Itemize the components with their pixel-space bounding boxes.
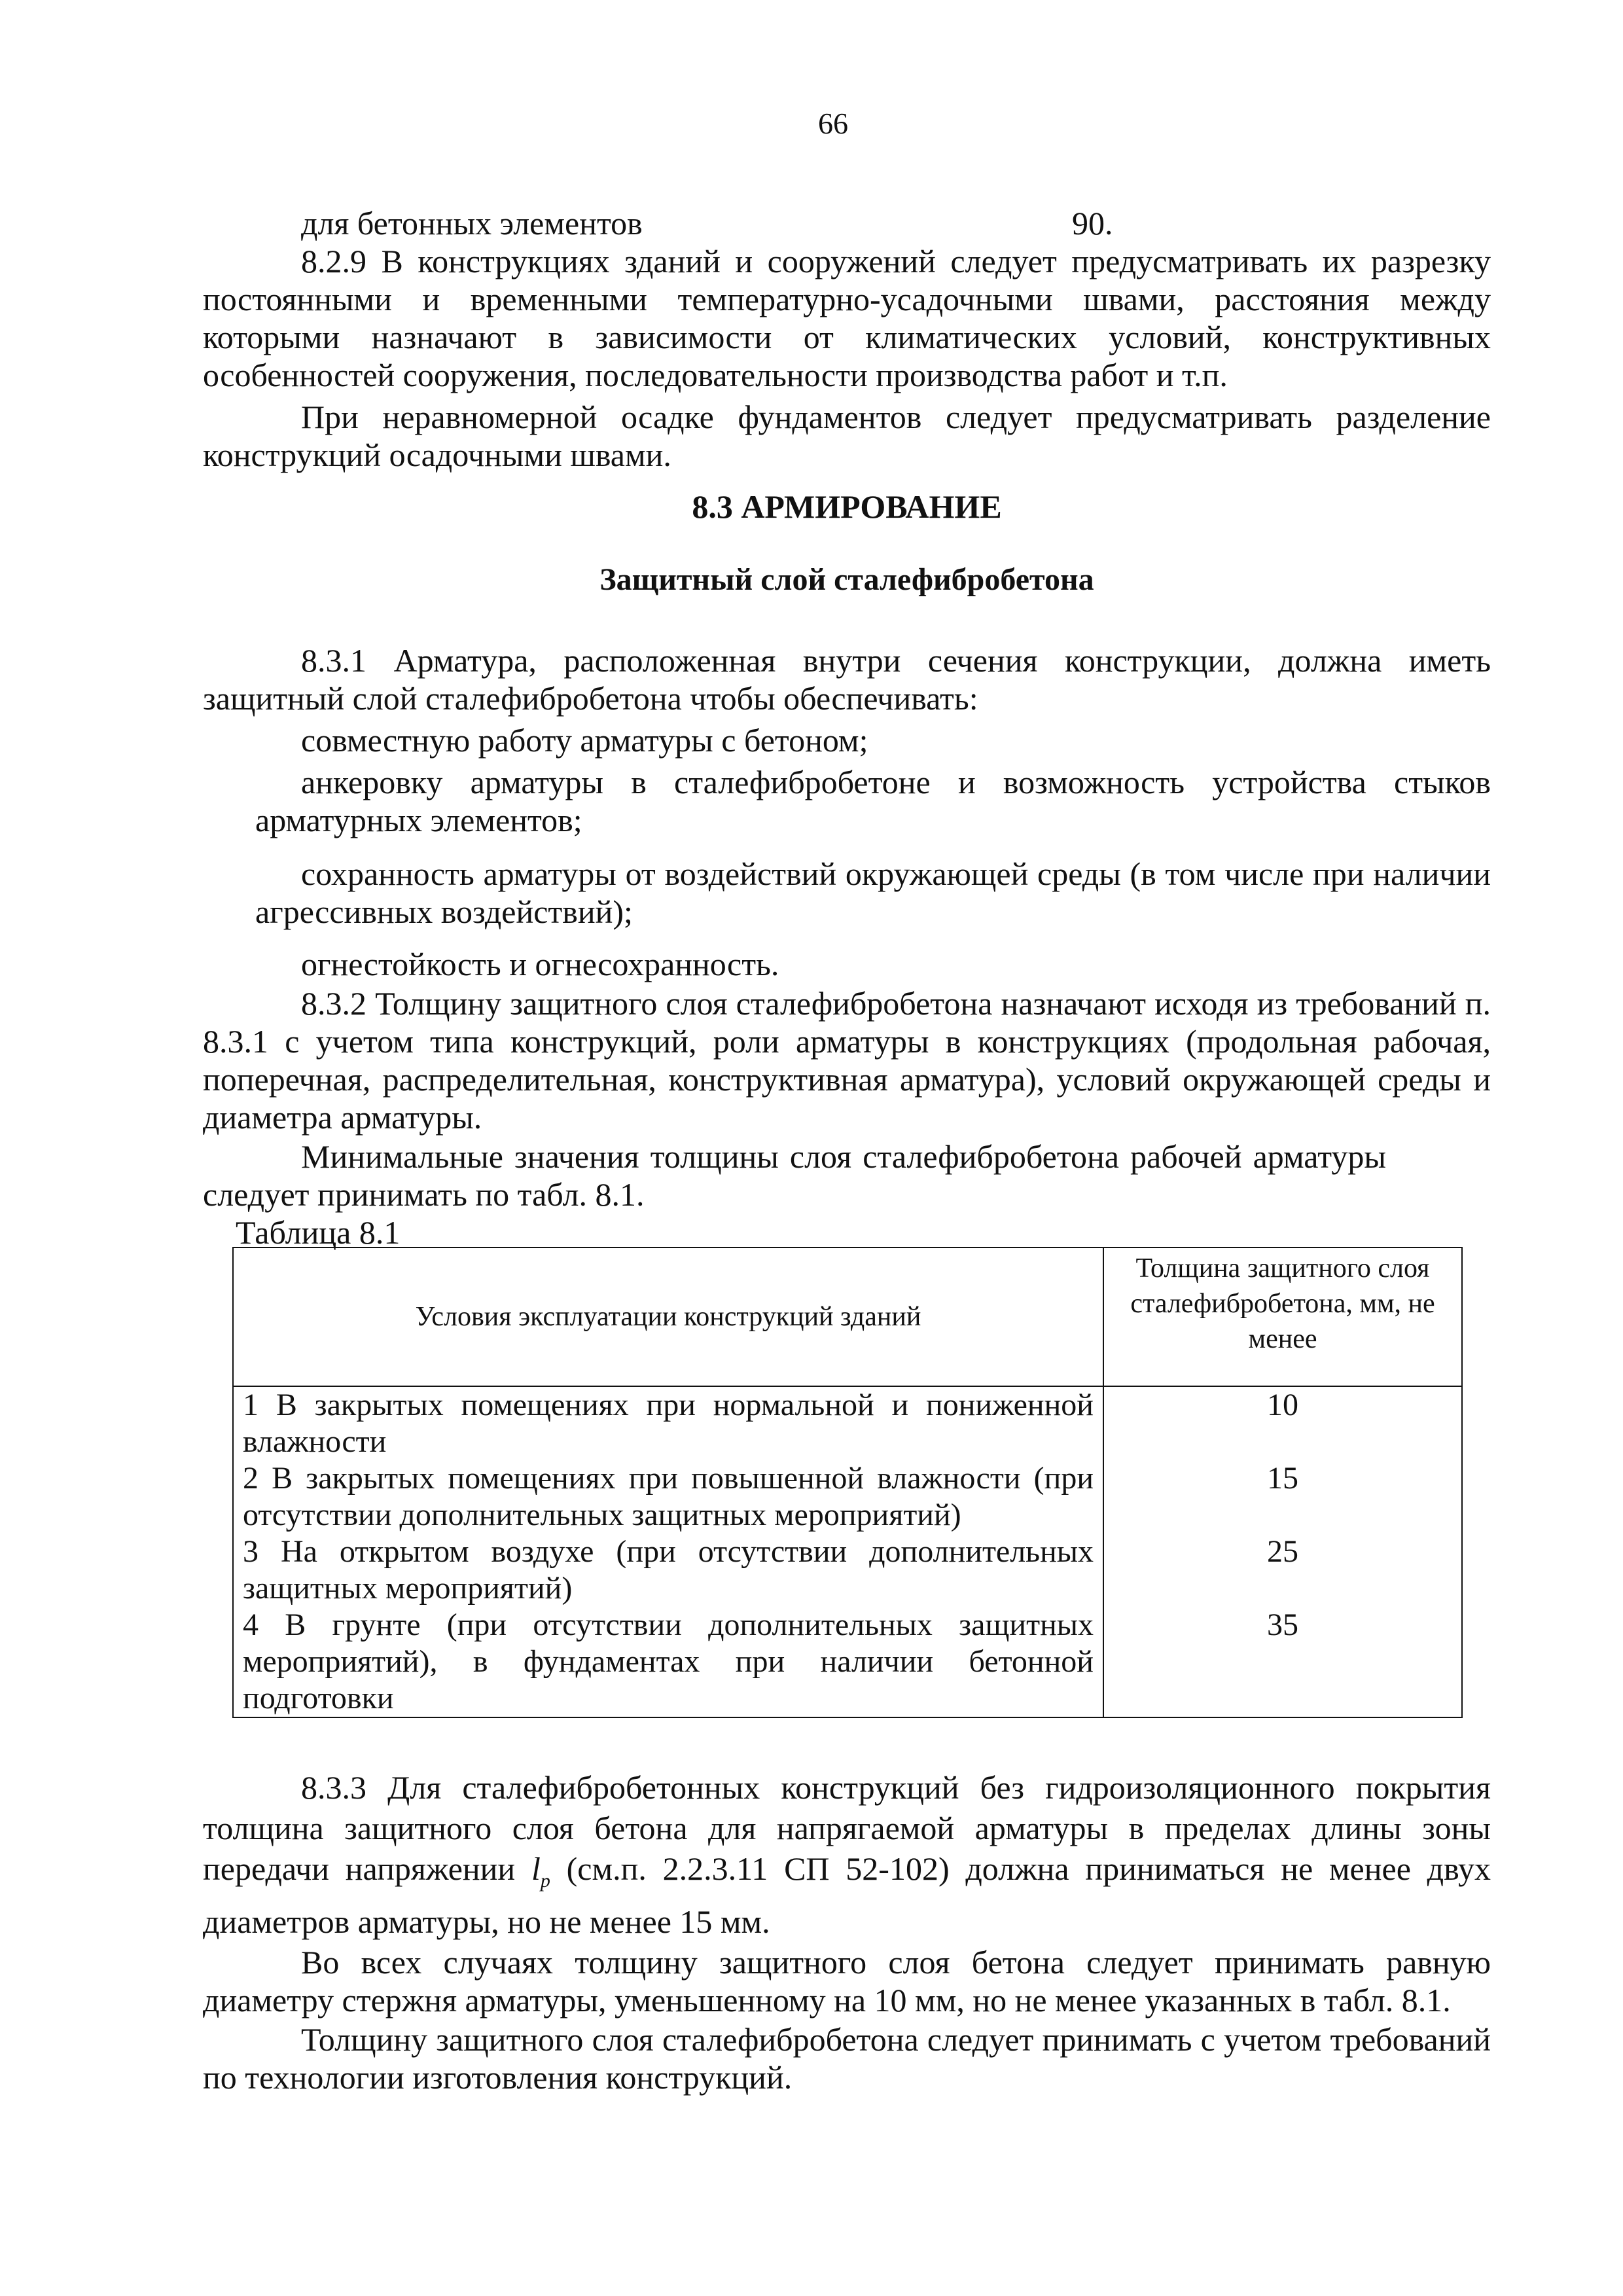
list-item: совместную работу арматуры с бетоном; [301,722,868,759]
table-row [233,1607,1462,1717]
row-condition: 1 В закрытых помещениях при нормальной и пониженной влажности [233,1386,1103,1460]
page-number: 66 [818,107,848,140]
list-item: сохранность арматуры от воздействий окружающей среды (в том числе при наличии агрессивных воздействий); [255,855,1491,930]
row-condition: 2 В закрытых помещениях при повышенной влажности (при отсутствии дополнительных защитных мероприятий) [233,1460,1103,1534]
thickness-table [232,1247,1463,1718]
table-row [233,1534,1462,1607]
paragraph-8-3-1: 8.3.1 Арматура, расположенная внутри сечения конструкции, должна иметь защитный слой сталефибробетона чтобы обеспечивать: [203,642,1491,717]
row-value: 35 [1103,1607,1462,1717]
text-block-1 [203,242,1491,474]
section-heading: 8.3 АРМИРОВАНИЕ [692,488,1002,525]
row-value: 10 [1103,1386,1462,1460]
table-header-row [233,1247,1462,1386]
top-line [203,204,1491,242]
subheading: Защитный слой сталефибробетона [599,562,1094,597]
table-row [233,1386,1462,1460]
header-conditions: Условия эксплуатации конструкций зданий [233,1247,1103,1386]
paragraph-technology: Толщину защитного слоя сталефибробетона следует принимать с учетом требований по технологии изготовления конструкций. [203,2021,1491,2096]
list-item: огнестойкость и огнесохранность. [301,946,779,982]
header-thickness: Толщина защитного слоя сталефибробетона, мм, не менее [1103,1247,1462,1386]
subheading-block [203,561,1491,599]
row-condition: 4 В грунте (при отсутствии дополнительных защитных мероприятий), в фундаментах при наличии бетонной подготовки [233,1607,1103,1717]
top-line-value: 90. [1072,205,1113,242]
paragraph-uneven-settlement: При неравномерной осадке фундаментов следует предусматривать разделение конструкций осадочными швами. [203,399,1491,473]
row-value: 15 [1103,1460,1462,1534]
top-line-label: для бетонных элементов [301,205,643,242]
text-block-3 [203,1767,1491,2096]
row-value: 25 [1103,1534,1462,1607]
paragraph-all-cases: Во всех случаях толщину защитного слоя бетона следует принимать равную диаметру стержня арматуры, уменьшенному на 10 мм, но не менее указанных в табл. 8.1. [203,1944,1491,2018]
table-caption: Таблица 8.1 [236,1214,401,1251]
text-block-2 [203,641,1491,1251]
paragraph-8-2-9: 8.2.9 В конструкциях зданий и сооружений следует предусматривать их разрезку постоянными и временными температурно-усадочными швами, расстояния между которыми назначают в зависимости от климатических условий, конструктивных особенностей сооружения, последовательности производства работ и т.п. [203,243,1491,393]
row-condition: 3 На открытом воздухе (при отсутствии дополнительных защитных мероприятий) [233,1534,1103,1607]
paragraph-8-3-2: 8.3.2 Толщину защитного слоя сталефибробетона назначают исходя из требований п. 8.3.1 с учетом типа конструкций, роли арматуры в конструкциях (продольная рабочая, поперечная, распределительная, конструктивная арматура), условий окружающей среды и диаметра арматуры. [203,985,1491,1136]
paragraph-minimum-values: Минимальные значения толщины слоя сталефибробетона рабочей арматуры следует принимать по табл. 8.1. [203,1138,1386,1213]
table-row [233,1460,1462,1534]
section-heading-block [203,488,1491,526]
symbol-lp: $l_p$ [531,1850,550,1892]
list-item: анкеровку арматуры в сталефибробетоне и возможность устройства стыков арматурных элементов; [255,764,1491,838]
paragraph-8-3-3: 8.3.3 Для сталефибробетонных конструкций без гидроизоляционного покрытия толщина защитного слоя бетона для напрягаемой арматуры в пределах длины зоны передачи напряжении $l_p$ (см.п. 2.2.3.11 СП 52-102) должна приниматься не менее двух диаметров арматуры, но не менее 15 мм. [203,1769,1491,1940]
